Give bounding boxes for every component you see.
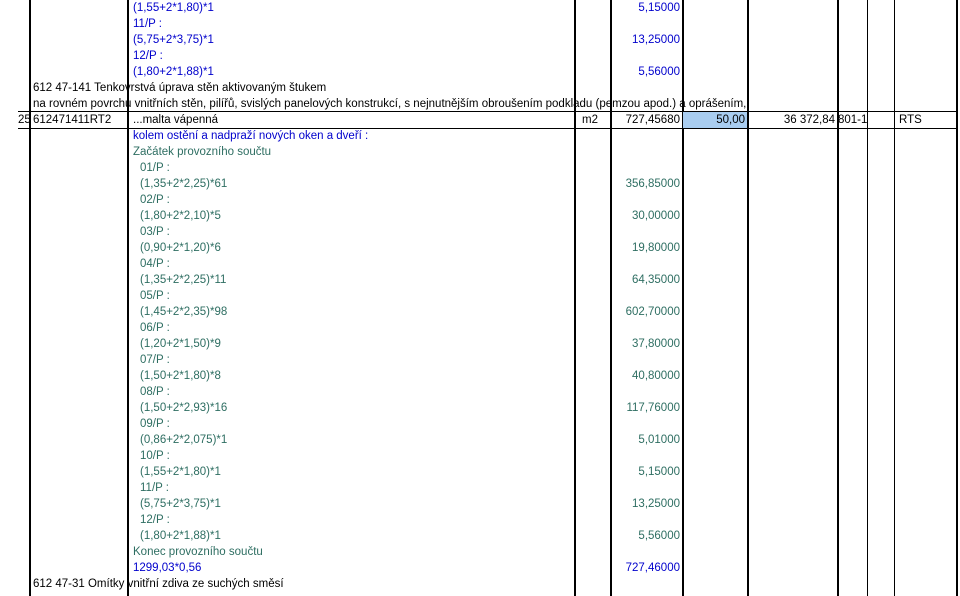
calc-label: 02/P : bbox=[140, 194, 170, 206]
calc-value: 40,80000 bbox=[632, 370, 680, 382]
location-note-row bbox=[0, 128, 960, 144]
top-formula-1: (1,55+2*1,80)*1 bbox=[133, 2, 214, 14]
calc-formula-row bbox=[0, 304, 960, 320]
item-code: 612471411RT2 bbox=[33, 114, 112, 126]
calc-label-row bbox=[0, 192, 960, 208]
subtotal-end-row bbox=[0, 544, 960, 560]
final-formula: 1299,03*0,56 bbox=[133, 562, 202, 574]
calc-label: 07/P : bbox=[140, 354, 170, 366]
top-row bbox=[0, 32, 960, 48]
item-group: 801-1 bbox=[838, 114, 868, 126]
calc-formula-row bbox=[0, 496, 960, 512]
top-formula-2: (5,75+2*3,75)*1 bbox=[133, 34, 214, 46]
calc-label: 01/P : bbox=[140, 162, 170, 174]
calc-value: 5,56000 bbox=[638, 530, 680, 542]
top-value-2: 13,25000 bbox=[632, 34, 680, 46]
calc-label: 05/P : bbox=[140, 290, 170, 302]
calc-label-row bbox=[0, 416, 960, 432]
item-unit-price[interactable]: 50,00 bbox=[716, 114, 745, 126]
item-source: RTS bbox=[899, 114, 922, 126]
section-title: 612 47-141 Tenkovrstvá úprava stěn aktivovaným štukem bbox=[33, 82, 327, 94]
calc-label: 06/P : bbox=[140, 322, 170, 334]
top-formula-3: (1,80+2*1,88)*1 bbox=[133, 66, 214, 78]
calc-value: 356,85000 bbox=[625, 178, 680, 190]
calc-value: 64,35000 bbox=[632, 274, 680, 286]
item-row[interactable] bbox=[0, 112, 960, 128]
calc-formula: (1,20+2*1,50)*9 bbox=[140, 338, 221, 350]
top-row bbox=[0, 0, 960, 16]
item-unit: m2 bbox=[582, 114, 598, 126]
calc-label-row bbox=[0, 288, 960, 304]
final-row bbox=[0, 560, 960, 576]
calc-formula-row bbox=[0, 336, 960, 352]
item-total: 36 372,84 bbox=[783, 114, 835, 126]
top-label-11: 11/P : bbox=[133, 18, 162, 30]
calc-formula-row bbox=[0, 464, 960, 480]
calc-formula: (1,35+2*2,25)*11 bbox=[140, 274, 227, 286]
calc-formula: (1,50+2*1,80)*8 bbox=[140, 370, 221, 382]
calc-label-row bbox=[0, 160, 960, 176]
calc-label-row bbox=[0, 320, 960, 336]
calc-formula-row bbox=[0, 240, 960, 256]
subtotal-start: Začátek provozního součtu bbox=[133, 146, 272, 158]
calc-formula-row bbox=[0, 368, 960, 384]
section-desc-row bbox=[0, 96, 960, 112]
calc-label-row bbox=[0, 480, 960, 496]
calc-formula: (5,75+2*3,75)*1 bbox=[140, 498, 221, 510]
calc-label: 11/P : bbox=[140, 482, 169, 494]
next-section-title: 612 47-31 Omítky vnitřní zdiva ze suchých směsí bbox=[33, 578, 284, 590]
next-section-row bbox=[0, 576, 960, 592]
calc-label-row bbox=[0, 384, 960, 400]
subtotal-start-row bbox=[0, 144, 960, 160]
calc-label-row bbox=[0, 448, 960, 464]
calc-value: 117,76000 bbox=[626, 402, 680, 414]
top-row bbox=[0, 64, 960, 80]
final-value: 727,46000 bbox=[625, 562, 680, 574]
top-value-3: 5,56000 bbox=[638, 66, 680, 78]
calc-label-row bbox=[0, 256, 960, 272]
top-label-12: 12/P : bbox=[133, 50, 163, 62]
calc-formula: (0,86+2*2,075)*1 bbox=[140, 434, 228, 446]
calc-formula: (0,90+2*1,20)*6 bbox=[140, 242, 221, 254]
item-quantity: 727,45680 bbox=[625, 114, 680, 126]
calc-value: 30,00000 bbox=[632, 210, 680, 222]
calc-formula: (1,80+2*1,88)*1 bbox=[140, 530, 221, 542]
subtotal-end: Konec provozního součtu bbox=[133, 546, 263, 558]
calc-label-row bbox=[0, 512, 960, 528]
section-title-row bbox=[0, 80, 960, 96]
section-description: na rovném povrchu vnitřních stěn, pilířů, svislých panelových konstrukcí, s nejnutnějším obroušením podkladu (pemzou apod.) a oprášením, bbox=[33, 98, 747, 110]
calc-value: 602,70000 bbox=[625, 306, 680, 318]
calc-label: 09/P : bbox=[140, 418, 170, 430]
calc-formula: (1,50+2*2,93)*16 bbox=[140, 402, 228, 414]
calc-value: 13,25000 bbox=[632, 498, 680, 510]
calc-value: 37,80000 bbox=[632, 338, 680, 350]
item-name: ...malta vápenná bbox=[133, 114, 219, 126]
top-value-1: 5,15000 bbox=[638, 2, 680, 14]
calc-formula: (1,55+2*1,80)*1 bbox=[140, 466, 221, 478]
calc-formula-row bbox=[0, 272, 960, 288]
calc-label: 08/P : bbox=[140, 386, 170, 398]
calc-formula-row bbox=[0, 176, 960, 192]
calc-formula-row bbox=[0, 528, 960, 544]
calc-formula: (1,45+2*2,35)*98 bbox=[140, 306, 228, 318]
calc-value: 5,01000 bbox=[638, 434, 680, 446]
calc-label: 03/P : bbox=[140, 226, 170, 238]
calc-formula: (1,80+2*2,10)*5 bbox=[140, 210, 221, 222]
calc-formula-row bbox=[0, 400, 960, 416]
calc-formula-row bbox=[0, 208, 960, 224]
calc-value: 5,15000 bbox=[638, 466, 680, 478]
calc-formula-row bbox=[0, 432, 960, 448]
calc-label: 04/P : bbox=[140, 258, 170, 270]
calc-value: 19,80000 bbox=[632, 242, 680, 254]
calc-label: 12/P : bbox=[140, 514, 170, 526]
top-row bbox=[0, 16, 960, 32]
calc-label-row bbox=[0, 352, 960, 368]
top-row bbox=[0, 48, 960, 64]
calc-label: 10/P : bbox=[140, 450, 170, 462]
calc-label-row bbox=[0, 224, 960, 240]
item-number: 25 bbox=[18, 114, 31, 126]
location-note: kolem ostění a nadpraží nových oken a dveří : bbox=[133, 130, 369, 142]
calc-formula: (1,35+2*2,25)*61 bbox=[140, 178, 228, 190]
